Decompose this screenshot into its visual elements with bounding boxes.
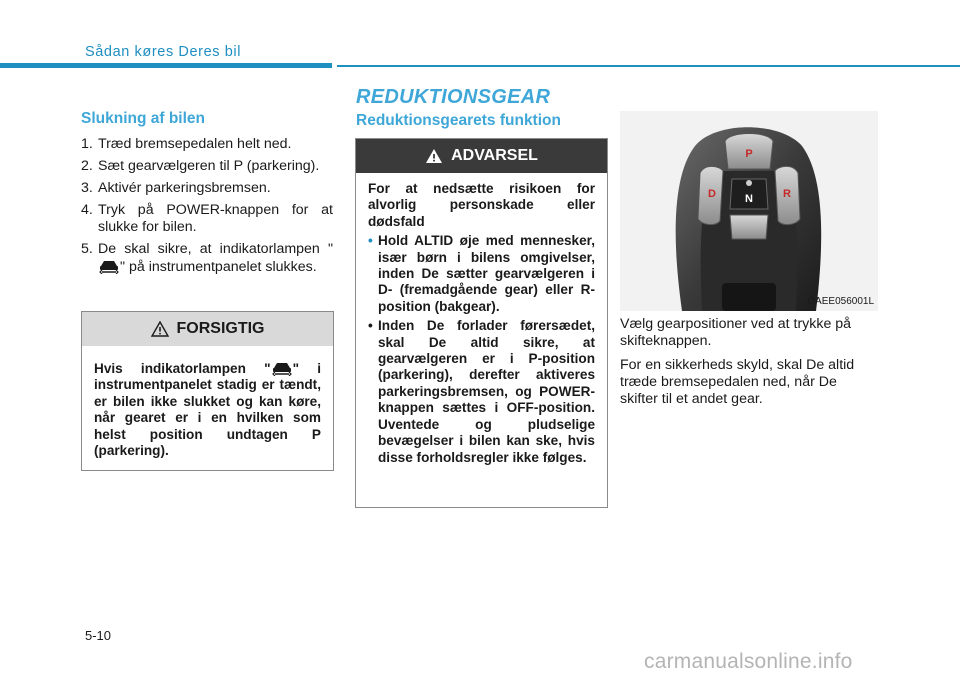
step-1: 1. Træd bremsepedalen helt ned. [81, 136, 292, 152]
header-rule-thin [337, 65, 960, 67]
warning-bullet: • Inden De forlader førersædet, skal De altid sikre, at gearvælgeren er i P-position (parkering), derefter aktiveres parkeringsbremsen, og POWER-knappen sættes i OFF-position. Uventede og pludselige bevægelser i bilen kan ske, hvis disse forholdsregler ikke følges. [368, 318, 595, 465]
gear-shift-buttons-illustration [620, 111, 878, 311]
warning-title: ADVARSEL [451, 147, 538, 164]
right-text-block [620, 316, 878, 415]
page-number: 5-10 [85, 628, 112, 643]
car-ready-indicator-icon [271, 360, 293, 376]
step-5: 5. De skal sikre, at indikatorlampen "" på instrumentpanelet slukkes. [81, 241, 333, 275]
step-4: 4. Tryk på POWER-knappen for at slukke for bilen. [81, 202, 333, 235]
step-3: 3. Aktivér parkeringsbremsen. [81, 180, 271, 196]
warning-text [356, 173, 607, 476]
warning-bullet: • Hold ALTID øje med mennesker, især børn i bilens omgivelser, inden De sætter gearvælgeren i D- (fremadgående gear) eller R-position (bakgear). [368, 233, 595, 314]
warning-triangle-icon [151, 321, 169, 337]
gear-label-r: R [783, 188, 791, 200]
middle-heading: Reduktionsgearets funktion [356, 112, 561, 129]
running-header: Sådan køres Deres bil [85, 44, 242, 60]
steps-block [81, 136, 333, 281]
caution-title: FORSIGTIG [176, 320, 265, 337]
steps-list [81, 136, 333, 276]
left-heading: Slukning af bilen [81, 110, 206, 127]
image-code: OAEE056001L [807, 296, 874, 307]
caution-header [82, 312, 333, 346]
header-rule-thick [0, 63, 332, 68]
caution-text: Hvis indikatorlampen " " i instrumentpanelet stadig er tændt, er bilen ikke slukket og kan køre, når gearet er i en hvilken som helst position undtagen P (parkering). [94, 361, 321, 459]
gear-label-d: D [708, 188, 716, 200]
paragraph: Vælg gearpositioner ved at trykke på skifteknappen. [620, 316, 852, 349]
car-ready-indicator-icon [98, 258, 120, 274]
step-2: 2. Sæt gearvælgeren til P (parkering). [81, 158, 320, 174]
caution-box [81, 311, 334, 471]
gear-selector-photo [620, 111, 878, 311]
warning-header [356, 139, 607, 173]
watermark: carmanualsonline.info [644, 650, 853, 673]
chapter-title: REDUKTIONSGEAR [356, 86, 551, 108]
warning-intro: For at nedsætte risikoen for alvorlig personskade eller dødsfald [368, 181, 595, 229]
paragraph: For en sikkerheds skyld, skal De altid træde bremsepedalen ned, når De skifter til et andet gear. [620, 357, 855, 407]
warning-box [355, 138, 608, 508]
gear-label-p: P [745, 148, 753, 160]
gear-label-n: N [745, 193, 753, 205]
warning-triangle-icon [425, 148, 443, 164]
